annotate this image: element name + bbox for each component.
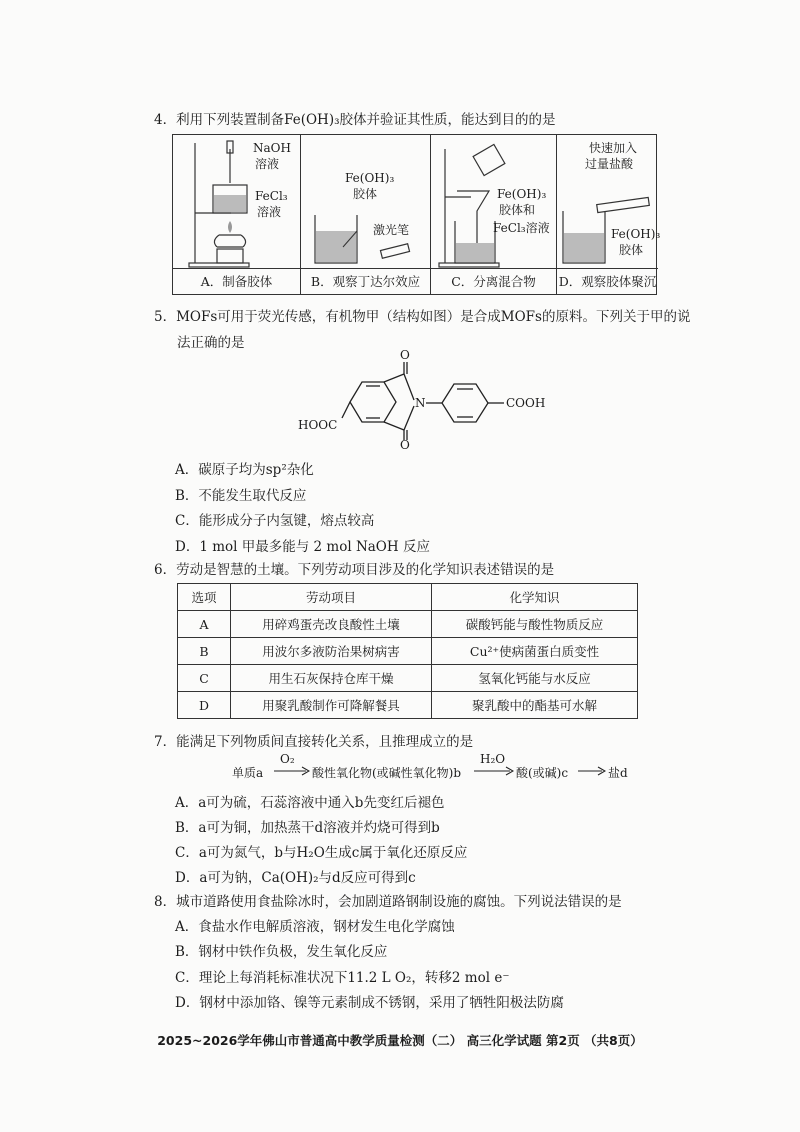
panel-d-label-4: 胶体 — [619, 243, 644, 257]
scheme-mid: 酸性氧化物(或碱性氧化物)b — [312, 766, 462, 780]
panel-c-label-3: FeCl₃溶液 — [493, 221, 550, 235]
panel-c-label-1: Fe(OH)₃ — [497, 187, 547, 201]
table-cell-knowledge: 聚乳酸中的酯基可水解 — [432, 692, 638, 719]
q7-option-b: B．a可为铜，加热蒸干d溶液并灼烧可得到b — [175, 820, 440, 836]
table-cell-option: D — [178, 692, 231, 719]
panel-a — [173, 135, 301, 294]
table-cell-option: B — [178, 638, 231, 665]
table-header-labor: 劳动项目 — [231, 584, 432, 611]
panel-c-caption: C．分离混合物 — [431, 268, 556, 294]
table-cell-labor: 用碎鸡蛋壳改良酸性土壤 — [231, 611, 432, 638]
q7-option-d: D．a可为钠，Ca(OH)₂与d反应可得到c — [175, 870, 416, 886]
conversion-scheme — [232, 752, 652, 782]
q5-option-d: D．1 mol 甲最多能与 2 mol NaOH 反应 — [175, 539, 430, 555]
q5-stem-line2: 法正确的是 — [177, 335, 245, 351]
q5-option-b: B．不能发生取代反应 — [175, 488, 307, 504]
labor-table — [177, 583, 638, 719]
table-cell-option: C — [178, 665, 231, 692]
molecule-hooc: HOOC — [298, 418, 338, 432]
panel-b-caption: B．观察丁达尔效应 — [301, 268, 430, 294]
table-cell-knowledge: 氢氧化钙能与水反应 — [432, 665, 638, 692]
table-cell-labor: 用波尔多液防治果树病害 — [231, 638, 432, 665]
q7-option-c: C．a可为氮气，b与H₂O生成c属于氧化还原反应 — [175, 845, 468, 861]
table-cell-knowledge: Cu²⁺使病菌蛋白质变性 — [432, 638, 638, 665]
arrow-right-icon — [474, 766, 514, 776]
panel-a-caption: A．制备胶体 — [173, 268, 300, 294]
panel-a-label-4: 溶液 — [257, 205, 282, 219]
q4-stem: 4．利用下列装置制备Fe(OH)₃胶体并验证其性质，能达到目的的是 — [154, 112, 556, 128]
panel-b — [301, 135, 431, 294]
panel-d-label-3: Fe(OH)₃ — [611, 227, 661, 241]
molecule-n: N — [415, 396, 426, 410]
scheme-acid: 酸(或碱)c — [516, 766, 569, 780]
table-row — [178, 692, 638, 719]
panel-b-label-2: 胶体 — [353, 187, 378, 201]
q6-stem: 6．劳动是智慧的土壤。下列劳动项目涉及的化学知识表述错误的是 — [154, 562, 555, 578]
apparatus-figure — [172, 134, 661, 295]
table-row — [178, 611, 638, 638]
q8-option-d: D．钢材中添加铬、镍等元素制成不锈钢，采用了牺牲阳极法防腐 — [175, 995, 564, 1011]
arrow-right-icon — [274, 766, 310, 776]
panel-a-label-3: FeCl₃ — [255, 189, 288, 203]
panel-b-label-3: 激光笔 — [373, 223, 410, 237]
q5-option-c: C．能形成分子内氢键，熔点较高 — [175, 513, 375, 529]
table-header-row — [178, 584, 638, 611]
panel-c-drawing — [431, 135, 557, 271]
scheme-arrow2-label: H₂O — [480, 752, 506, 766]
panel-d-label-1: 快速加入 — [589, 141, 638, 155]
q8-option-c: C．理论上每消耗标准状况下11.2 L O₂，转移2 mol e⁻ — [175, 970, 510, 986]
panel-c — [431, 135, 557, 294]
table-cell-labor: 用生石灰保持仓库干燥 — [231, 665, 432, 692]
q8-stem: 8．城市道路使用食盐除冰时，会加剧道路钢制设施的腐蚀。下列说法错误的是 — [154, 894, 622, 910]
table-header-knowledge: 化学知识 — [432, 584, 638, 611]
page-footer: 2025~2026学年佛山市普通高中教学质量检测（二） 高三化学试题 第2页 （共8页） — [157, 1033, 643, 1048]
panel-a-drawing — [173, 135, 301, 271]
scheme-arrow1-label: O₂ — [280, 752, 295, 766]
table-cell-labor: 用聚乳酸制作可降解餐具 — [231, 692, 432, 719]
molecule-structure — [292, 348, 562, 452]
panel-b-drawing — [301, 135, 431, 271]
scheme-end: 盐d — [608, 766, 628, 780]
molecule-o-bottom: O — [400, 438, 410, 452]
molecule-cooh: COOH — [506, 396, 546, 410]
panel-b-label-1: Fe(OH)₃ — [345, 171, 395, 185]
arrow-right-icon — [578, 766, 606, 776]
panel-d-caption: D．观察胶体聚沉 — [557, 268, 658, 294]
scheme-start: 单质a — [232, 766, 264, 780]
q5-stem-line1: 5．MOFs可用于荧光传感，有机物甲（结构如图）是合成MOFs的原料。下列关于甲的说 — [154, 309, 691, 325]
q8-option-a: A．食盐水作电解质溶液，钢材发生电化学腐蚀 — [175, 919, 455, 935]
molecule-o-top: O — [400, 348, 410, 362]
table-header-option: 选项 — [178, 584, 231, 611]
panel-a-label-2: 溶液 — [255, 157, 280, 171]
q7-option-a: A．a可为硫，石蕊溶液中通入b先变红后褪色 — [175, 795, 445, 811]
table-cell-knowledge: 碳酸钙能与酸性物质反应 — [432, 611, 638, 638]
panel-c-label-2: 胶体和 — [499, 203, 536, 217]
table-row — [178, 665, 638, 692]
table-cell-option: A — [178, 611, 231, 638]
panel-d-label-2: 过量盐酸 — [585, 157, 634, 171]
table-row — [178, 638, 638, 665]
q7-stem: 7．能满足下列物质间直接转化关系，且推理成立的是 — [154, 734, 474, 750]
panel-d — [557, 135, 661, 294]
panel-a-label-1: NaOH — [253, 141, 291, 155]
q8-option-b: B．钢材中铁作负极，发生氧化反应 — [175, 944, 388, 960]
q5-option-a: A．碳原子均为sp²杂化 — [175, 462, 314, 478]
